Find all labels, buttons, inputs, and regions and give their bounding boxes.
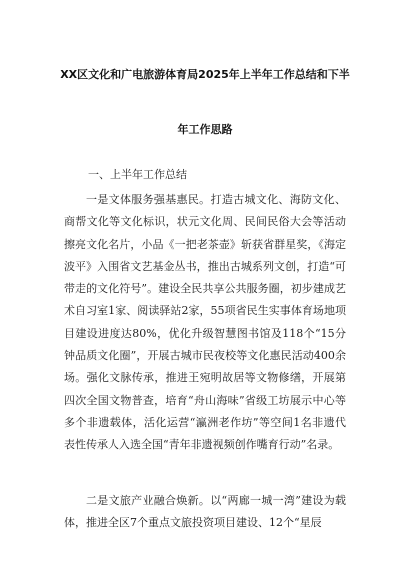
document-title-line-2: 年工作思路 bbox=[177, 123, 233, 136]
paragraph-1: 一是文体服务强基惠民。打造古城文化、海防文化、商帮文化等文化标识，状元文化周、民间民俗大会等活动擦亮文化名片，小品《一把老茶壶》斩获省群星奖，《海定波平》入围省文艺基金丛书，推出古城系列文创，打造“可带走的文化符号”。建设全民共享公共服务圈，初步建成艺术自习室1家、阅读驿站2家，55项省民生实事体育场地项目建设进度达80%，优化升级智慧图书馆及118个“15分钟品质文化圈”，开展古城市民夜校等文化惠民活动400余场。强化文脉传承，推进王宛明故居等文物修缮，开展第四次全国文物普查，培育“舟山海味”省级工坊展示中心等多个非遗载体，活化运营“瀛洲老作坊”等空间1名非遗代表性传承人入选全国“青年非遗视频创作嘴育行动”名录。 bbox=[64, 193, 346, 452]
document-title-line-1: XX区文化和广电旅游体育局2025年上半年工作总结和下半 bbox=[60, 68, 350, 81]
paragraph-2: 二是文旅产业融合焕新。以“两廊一城一湾”建设为载体，推进全区7个重点文旅投资项目建设、12个“星辰 bbox=[64, 494, 346, 530]
section-heading: 一、上半年工作总结 bbox=[88, 168, 187, 181]
